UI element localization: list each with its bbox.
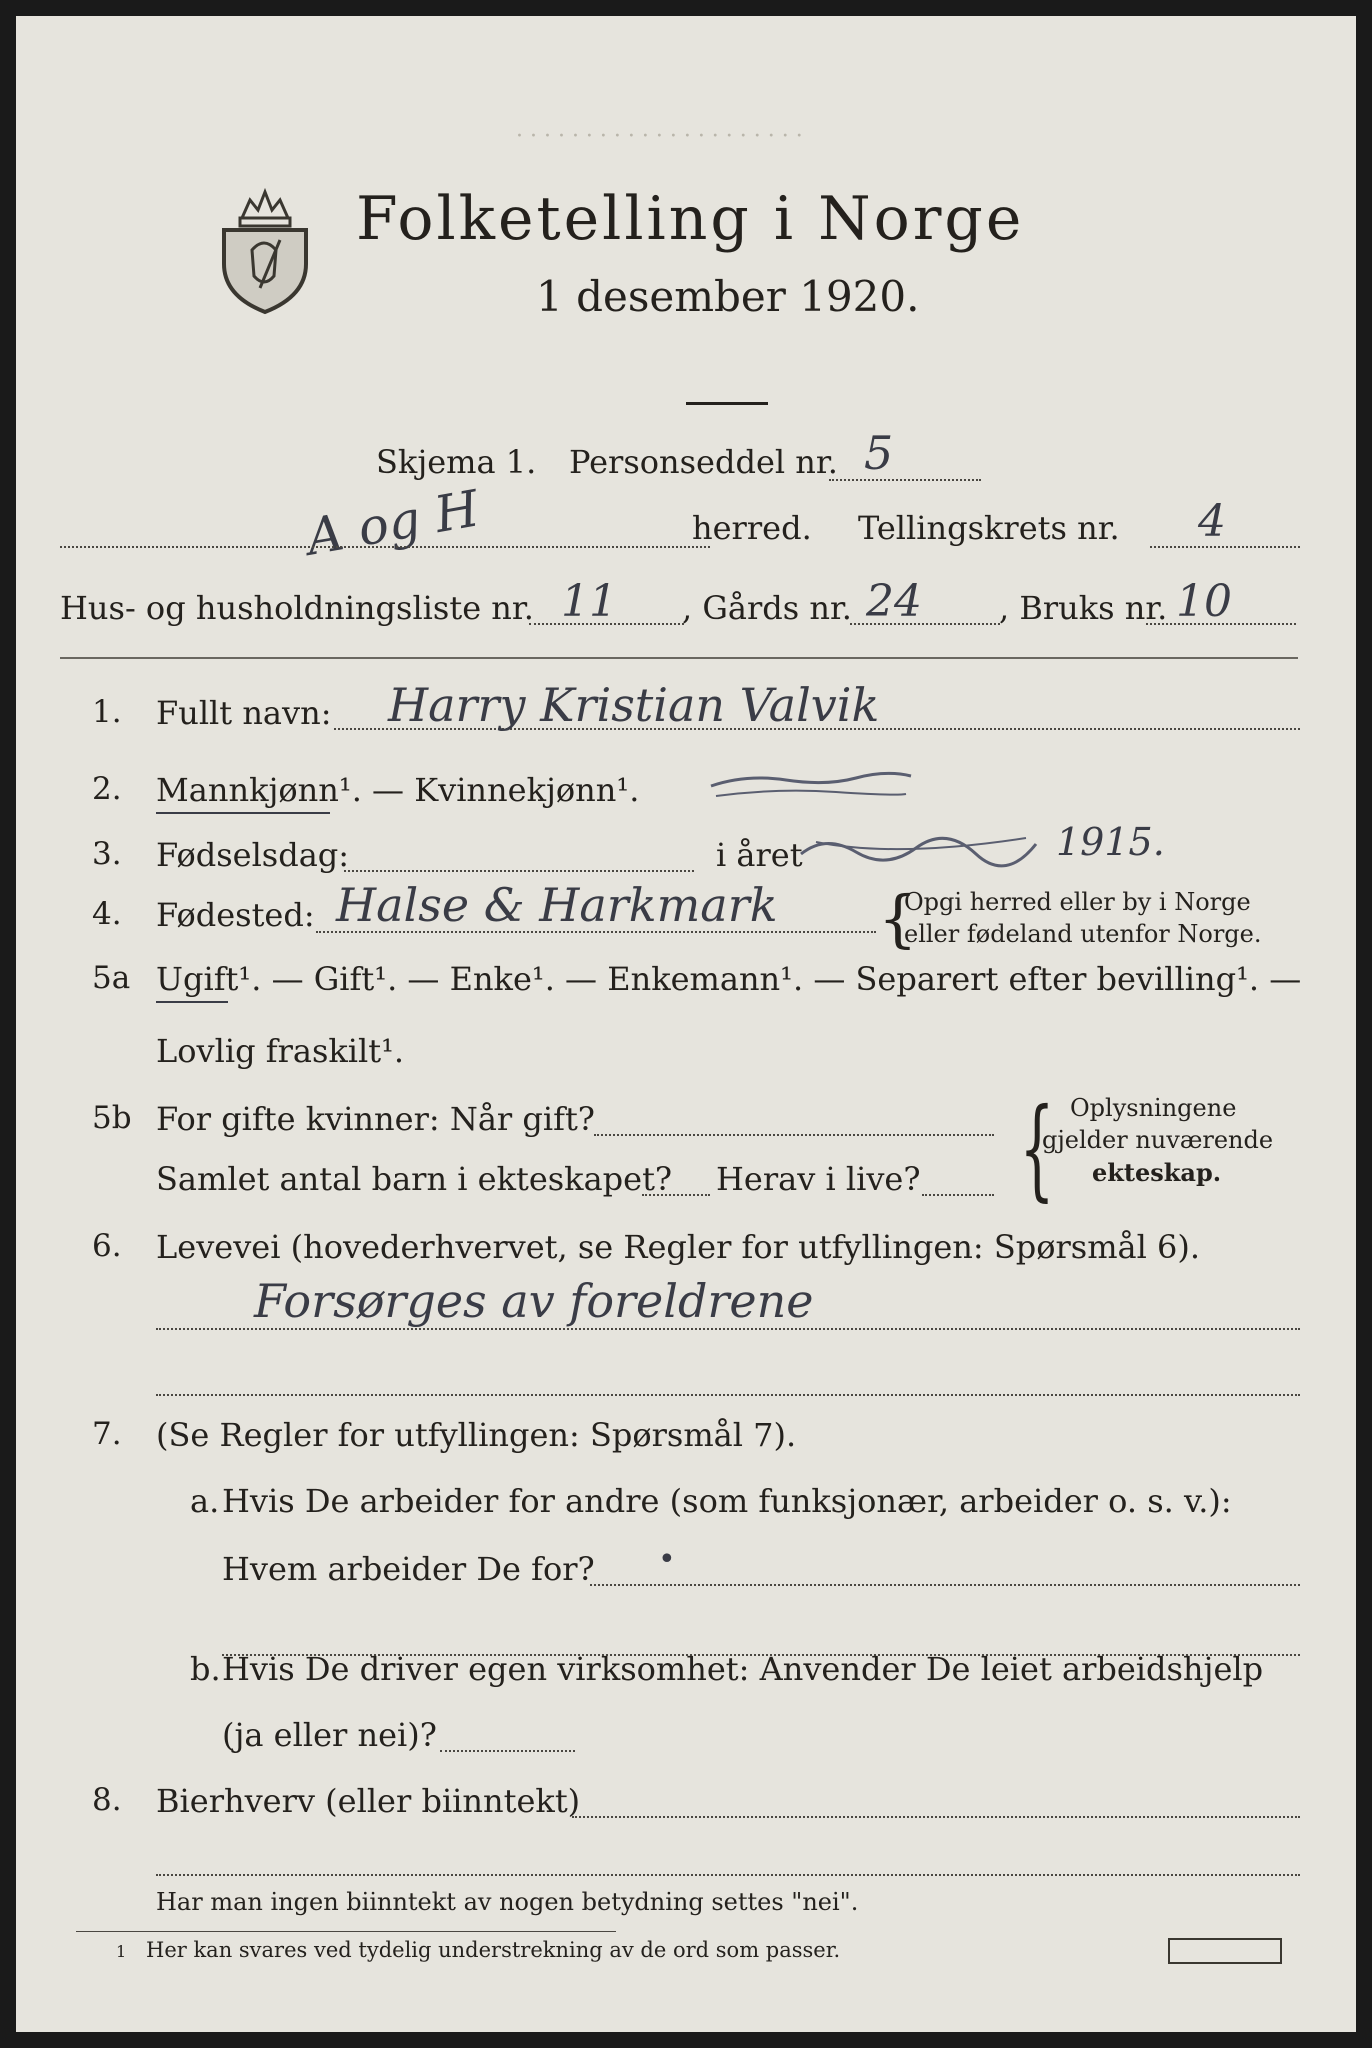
ugift-underline	[156, 1001, 228, 1003]
q7a-line1: Hvis De arbeider for andre (som funksjonær, arbeider o. s. v.):	[222, 1482, 1232, 1520]
census-date: 1 desember 1920.	[536, 272, 920, 321]
q4-label: Fødested:	[156, 896, 315, 934]
side-income-line-1	[572, 1816, 1300, 1818]
q3-number: 3.	[92, 836, 122, 872]
marital-status-options: Ugift¹. — Gift¹. — Enke¹. — Enkemann¹. — Separert efter bevilling¹. —	[156, 960, 1302, 998]
married-women-label: For gifte kvinner: Når gift?	[156, 1100, 595, 1138]
birth-year-value: 1915.	[1056, 820, 1165, 864]
marriage-note-3: ekteskap.	[1092, 1158, 1222, 1187]
skjema-label: Skjema 1.	[376, 443, 537, 481]
form-title: Folketelling i Norge	[356, 184, 1025, 254]
hus-label: Hus- og husholdningsliste nr.	[60, 589, 534, 627]
herred-line	[60, 546, 710, 548]
marriage-note-2: gjelder nuværende	[1042, 1126, 1274, 1154]
q7b-line2: (ja eller nei)?	[222, 1716, 437, 1754]
birthplace-value: Halse & Harkmark	[336, 878, 778, 932]
bleed-through-text: · · · · · · · · · · · · · · · · · · · · ·	[516, 124, 803, 149]
occupation-label: Levevei (hovederhvervet, se Regler for utfyllingen: Spørsmål 6).	[156, 1228, 1201, 1266]
children-line	[642, 1194, 710, 1196]
alive-label: Herav i live?	[716, 1160, 921, 1198]
birthplace-note-2: eller fødeland utenfor Norge.	[904, 920, 1262, 948]
q3-label: Fødselsdag:	[156, 836, 350, 874]
herred-label: herred.	[692, 509, 812, 547]
personseddel-label: Personseddel nr.	[569, 443, 838, 481]
q7b-line1: Hvis De driver egen virksomhet: Anvender De leiet arbeidshjelp	[222, 1650, 1264, 1688]
tellingskrets-value: 4	[1198, 496, 1226, 547]
no-income-note: Har man ingen biinntekt av nogen betydning settes "nei".	[156, 1888, 859, 1916]
marriage-note-1: Oplysningene	[1070, 1094, 1237, 1122]
q7a-letter: a.	[190, 1482, 220, 1520]
birthplace-note-1: Opgi herred eller by i Norge	[904, 888, 1251, 916]
gards-value: 24	[866, 576, 922, 627]
alive-line	[922, 1194, 994, 1196]
strikethrough-scribble-icon	[706, 766, 916, 816]
q7-number: 7.	[92, 1416, 122, 1452]
brace-5b: {	[1019, 1084, 1055, 1212]
margin-note-handwritten: A og H	[302, 479, 484, 567]
q7b-letter: b.	[190, 1650, 221, 1688]
brace-left: {	[878, 882, 918, 955]
q2-number: 2.	[92, 771, 122, 807]
q5a-number: 5a	[92, 960, 131, 996]
side-income-line-2	[156, 1874, 1300, 1876]
footnote-divider	[76, 1931, 616, 1932]
bruks-value: 10	[1176, 576, 1232, 627]
printer-stamp	[1168, 1938, 1282, 1964]
birthday-line	[344, 870, 694, 872]
q1-label: Fullt navn:	[156, 694, 332, 732]
tellingskrets-label: Tellingskrets nr.	[858, 509, 1120, 547]
title-divider	[686, 402, 768, 405]
occupation-line-2	[156, 1394, 1300, 1396]
q8-number: 8.	[92, 1782, 122, 1818]
hired-help-line	[440, 1750, 575, 1752]
census-form-page	[16, 16, 1356, 2032]
marital-status-line2: Lovlig fraskilt¹.	[156, 1032, 405, 1070]
children-label: Samlet antal barn i ekteskapet?	[156, 1160, 673, 1198]
q6-number: 6.	[92, 1228, 122, 1264]
header-divider	[60, 657, 1298, 659]
mannkjonn-underline	[156, 812, 330, 814]
year-label: i året	[716, 836, 803, 874]
sex-options: Mannkjønn¹. — Kvinnekjønn¹.	[156, 771, 640, 809]
q7-label: (Se Regler for utfyllingen: Spørsmål 7).	[156, 1416, 797, 1454]
side-income-label: Bierhverv (eller biinntekt)	[156, 1782, 581, 1820]
q4-number: 4.	[92, 896, 122, 932]
hus-value: 11	[561, 576, 617, 627]
q1-number: 1.	[92, 694, 122, 730]
bruks-label: , Bruks nr.	[999, 589, 1168, 627]
q7a-line2: Hvem arbeider De for?	[222, 1550, 595, 1588]
employer-value: •	[658, 1542, 676, 1577]
occupation-value: Forsørges av foreldrene	[254, 1274, 814, 1328]
crossed-out-scribble-icon	[796, 824, 1046, 874]
footnote-mark: 1	[116, 1942, 127, 1961]
footnote-text: Her kan svares ved tydelig understrekning av de ord som passer.	[146, 1938, 841, 1962]
q5b-number: 5b	[92, 1100, 132, 1136]
employer-line-1	[590, 1584, 1300, 1586]
full-name-value: Harry Kristian Valvik	[388, 678, 880, 732]
occupation-line-1	[156, 1328, 1300, 1330]
norwegian-coat-of-arms-icon	[212, 178, 318, 316]
personseddel-value: 5	[864, 426, 894, 480]
personseddel-line	[829, 479, 981, 481]
when-married-line	[594, 1134, 994, 1136]
gards-label: , Gårds nr.	[682, 589, 852, 627]
